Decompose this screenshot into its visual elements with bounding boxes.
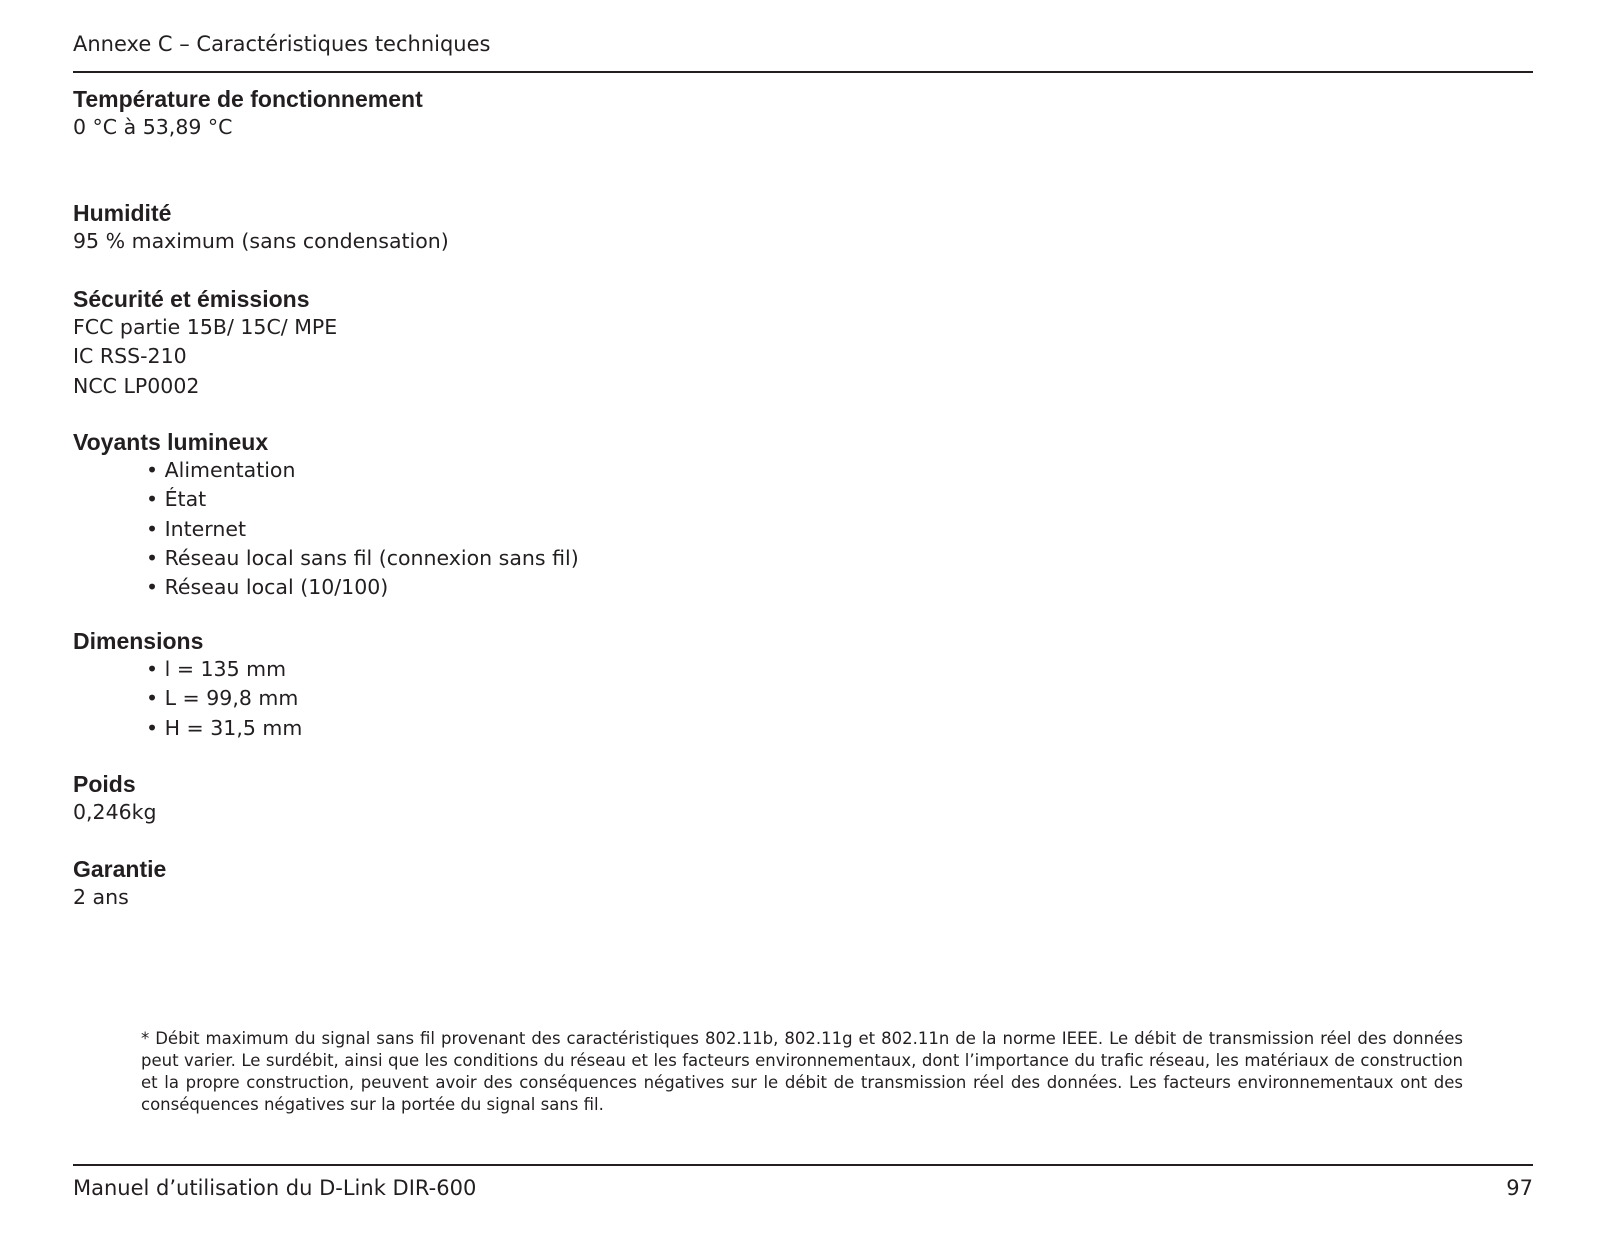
- section-title: Dimensions: [73, 628, 204, 654]
- weight-value: 0,246kg: [73, 800, 157, 824]
- dimension-item: • l = 135 mm: [146, 655, 302, 684]
- header-divider: [73, 71, 1533, 73]
- section-title: Voyants lumineux: [73, 429, 269, 455]
- footnote: * Débit maximum du signal sans fil provenant des caractéristiques 802.11b, 802.11g et 802.11n de la norme IEEE. Le débit de transmission réel des données peut varier. Le surdébit, ainsi que les conditions du réseau et les facteurs environnementaux, dont l’importance du trafic réseau, les matériaux de construction et la propre construction, peuvent avoir des conséquences négatives sur le débit de transmission réel des données. Les facteurs environnementaux ont des conséquences négatives sur la portée du signal sans fil.: [141, 1029, 1463, 1114]
- certification-line: NCC LP0002: [73, 373, 200, 398]
- section-operating-temperature: [73, 85, 423, 142]
- running-header-title: Annexe C – Caractéristiques techniques: [73, 32, 491, 56]
- led-item: • Internet: [146, 515, 579, 544]
- led-item: • Réseau local sans fil (connexion sans fil): [146, 544, 579, 573]
- section-humidity: [73, 199, 449, 256]
- led-list: [73, 456, 579, 602]
- led-item: • État: [146, 485, 579, 514]
- certification-line: FCC partie 15B/ 15C/ MPE: [73, 315, 338, 339]
- section-weight: [73, 770, 157, 827]
- section-leds: [73, 428, 579, 602]
- section-warranty: [73, 855, 166, 912]
- dimension-item: • L = 99,8 mm: [146, 684, 302, 713]
- section-title: Poids: [73, 771, 136, 797]
- humidity-value: 95 % maximum (sans condensation): [73, 229, 449, 253]
- section-title: Garantie: [73, 856, 167, 882]
- certification-line: IC RSS-210: [73, 344, 187, 369]
- running-footer: [73, 1174, 1533, 1202]
- warranty-value: 2 ans: [73, 885, 129, 909]
- led-item: • Alimentation: [146, 456, 579, 485]
- section-dimensions: [73, 627, 302, 743]
- manual-title: Manuel d’utilisation du D-Link DIR-600: [73, 1176, 477, 1200]
- section-title: Température de fonctionnement: [73, 86, 423, 112]
- section-safety-emissions: [73, 285, 337, 401]
- page-number: 97: [1506, 1176, 1533, 1200]
- footer-divider: [73, 1164, 1533, 1166]
- section-title: Sécurité et émissions: [73, 286, 310, 312]
- dimension-list: [73, 655, 302, 743]
- section-title: Humidité: [73, 200, 172, 226]
- led-item: • Réseau local (10/100): [146, 573, 579, 602]
- dimension-item: • H = 31,5 mm: [146, 714, 302, 743]
- temperature-range: 0 °C à 53,89 °C: [73, 115, 233, 139]
